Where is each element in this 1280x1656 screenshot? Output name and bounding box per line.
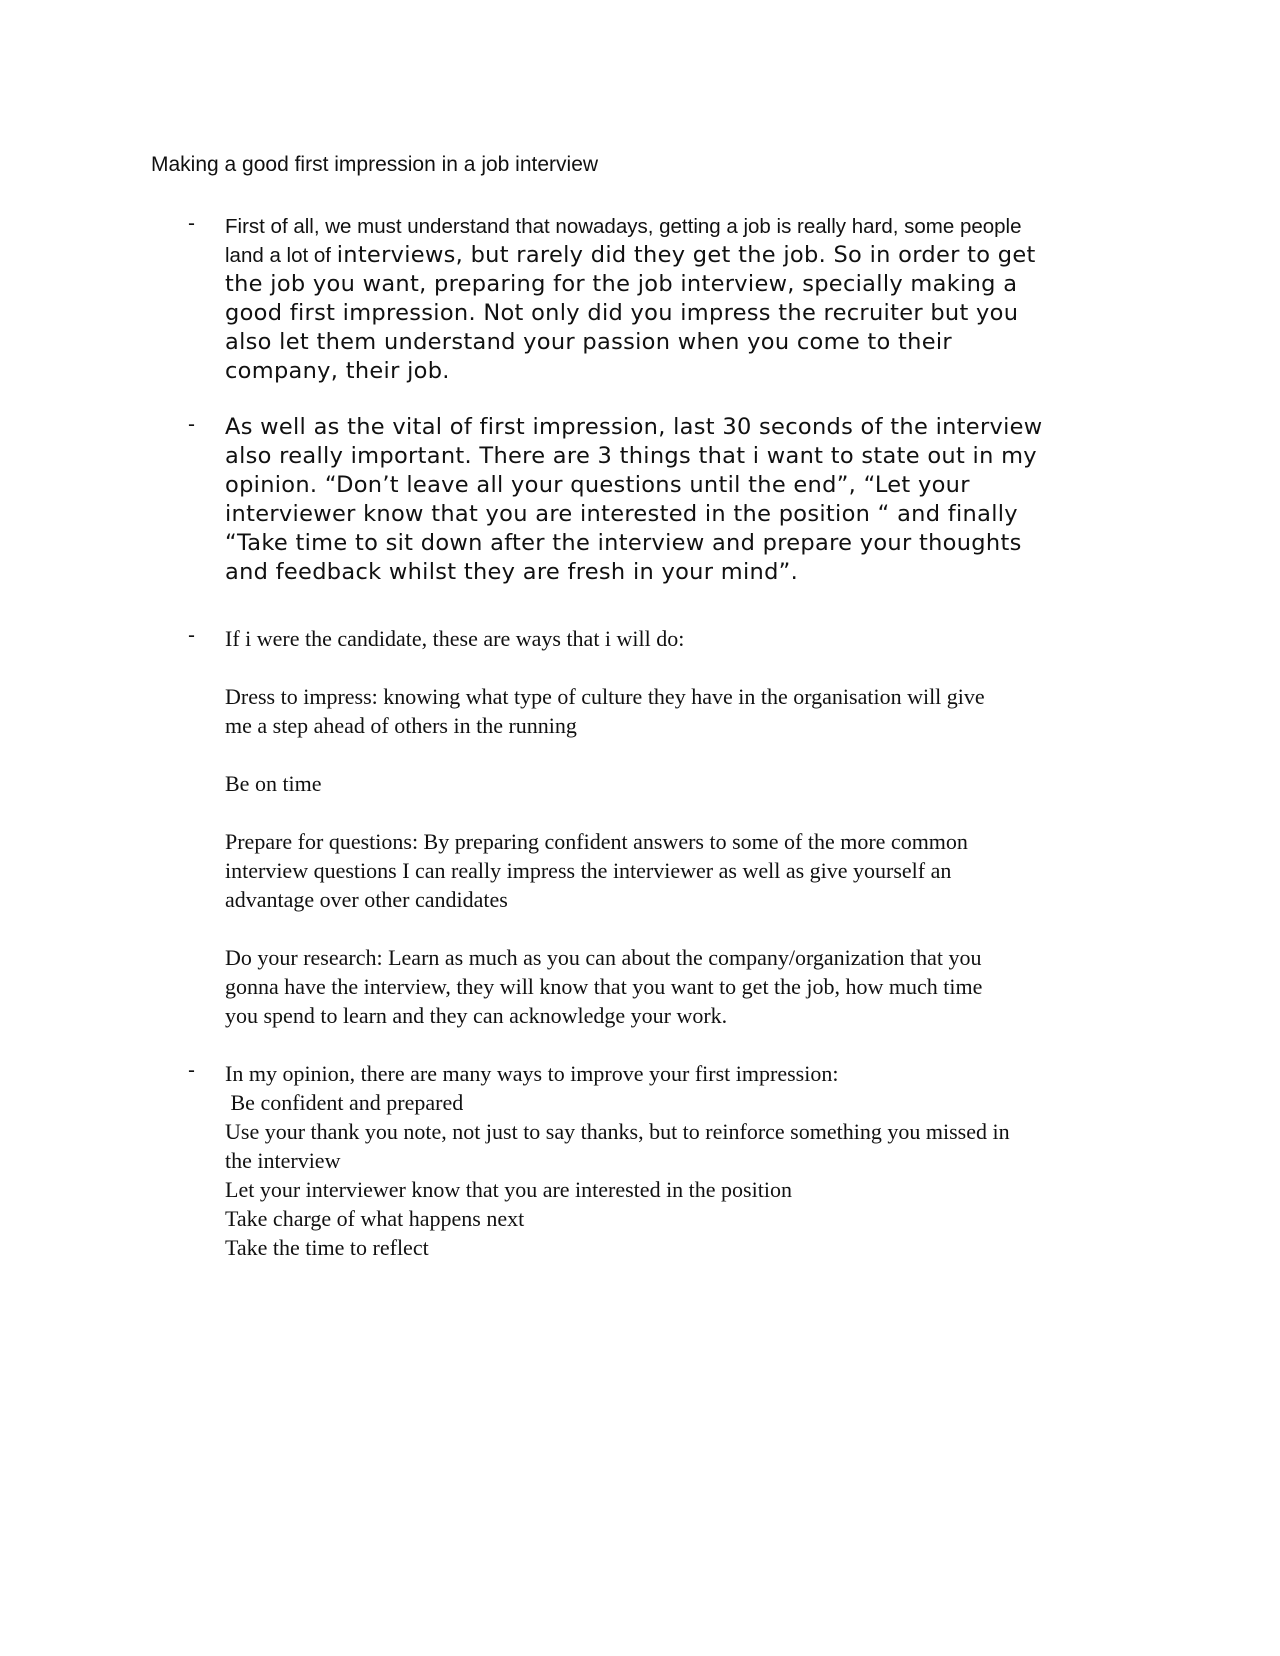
paragraph-line: Dress to impress: knowing what type of culture they have in the organisation will give [225, 684, 985, 709]
bullet-marker: - [188, 624, 195, 647]
paragraph-line: In my opinion, there are many ways to improve your first impression: [225, 1061, 839, 1086]
paragraph-gap [225, 914, 1125, 943]
paragraph-line: Use your thank you note, not just to say thanks, but to reinforce something you missed in [225, 1119, 1010, 1144]
bullet-text [225, 212, 1125, 386]
paragraph-gap [225, 740, 1125, 769]
paragraph-line: you spend to learn and they can acknowledge your work. [225, 1003, 728, 1028]
paragraph-line: advantage over other candidates [225, 887, 508, 912]
bullet-marker: - [188, 212, 195, 235]
paragraph-line: me a step ahead of others in the running [225, 713, 577, 738]
text-run: First of all, we must understand that nowadays, getting a job is really hard, some people [225, 215, 1022, 238]
text-run: interviews, but rarely did they get the job. So in order to get [336, 242, 1036, 268]
paragraph-line: Take charge of what happens next [225, 1206, 525, 1231]
bullet-text [225, 1059, 1125, 1262]
bullet-marker: - [188, 1059, 195, 1082]
bullet-marker: - [188, 413, 195, 436]
paragraph-line [225, 241, 1125, 270]
bullet-text [225, 413, 1125, 587]
paragraph-line: “Take time to sit down after the interview and prepare your thoughts [225, 530, 1022, 556]
paragraph-line: opinion. “Don’t leave all your questions until the end”, “Let your [225, 472, 970, 498]
paragraph-line: Do your research: Learn as much as you can about the company/organization that you [225, 945, 982, 970]
paragraph-line: gonna have the interview, they will know that you want to get the job, how much time [225, 974, 983, 999]
paragraph-line: Prepare for questions: By preparing confident answers to some of the more common [225, 829, 968, 854]
paragraph-line: and feedback whilst they are fresh in your mind”. [225, 559, 799, 585]
paragraph-line: Let your interviewer know that you are interested in the position [225, 1177, 792, 1202]
paragraph-line: also really important. There are 3 things that i want to state out in my [225, 443, 1037, 469]
paragraph-line: Be on time [225, 771, 322, 796]
text-run: land a lot of [225, 244, 337, 267]
paragraph-gap [225, 653, 1125, 682]
paragraph-line: interview questions I can really impress the interviewer as well as give yourself an [225, 858, 952, 883]
paragraph-line: company, their job. [225, 358, 450, 384]
paragraph-line: also let them understand your passion when you come to their [225, 329, 952, 355]
document-title: Making a good first impression in a job interview [151, 153, 599, 176]
paragraph-gap [225, 798, 1125, 827]
bullet-text [225, 624, 1125, 1030]
paragraph-line: good first impression. Not only did you impress the recruiter but you [225, 300, 1019, 326]
paragraph-line: Be confident and prepared [225, 1090, 464, 1115]
paragraph-line: interviewer know that you are interested in the position “ and finally [225, 501, 1018, 527]
paragraph-line: If i were the candidate, these are ways that i will do: [225, 626, 685, 651]
paragraph-line: Take the time to reflect [225, 1235, 429, 1260]
paragraph-line: the job you want, preparing for the job interview, specially making a [225, 271, 1018, 297]
paragraph-line [225, 212, 1125, 241]
paragraph-line: As well as the vital of first impression, last 30 seconds of the interview [225, 414, 1043, 440]
paragraph-line: the interview [225, 1148, 341, 1173]
